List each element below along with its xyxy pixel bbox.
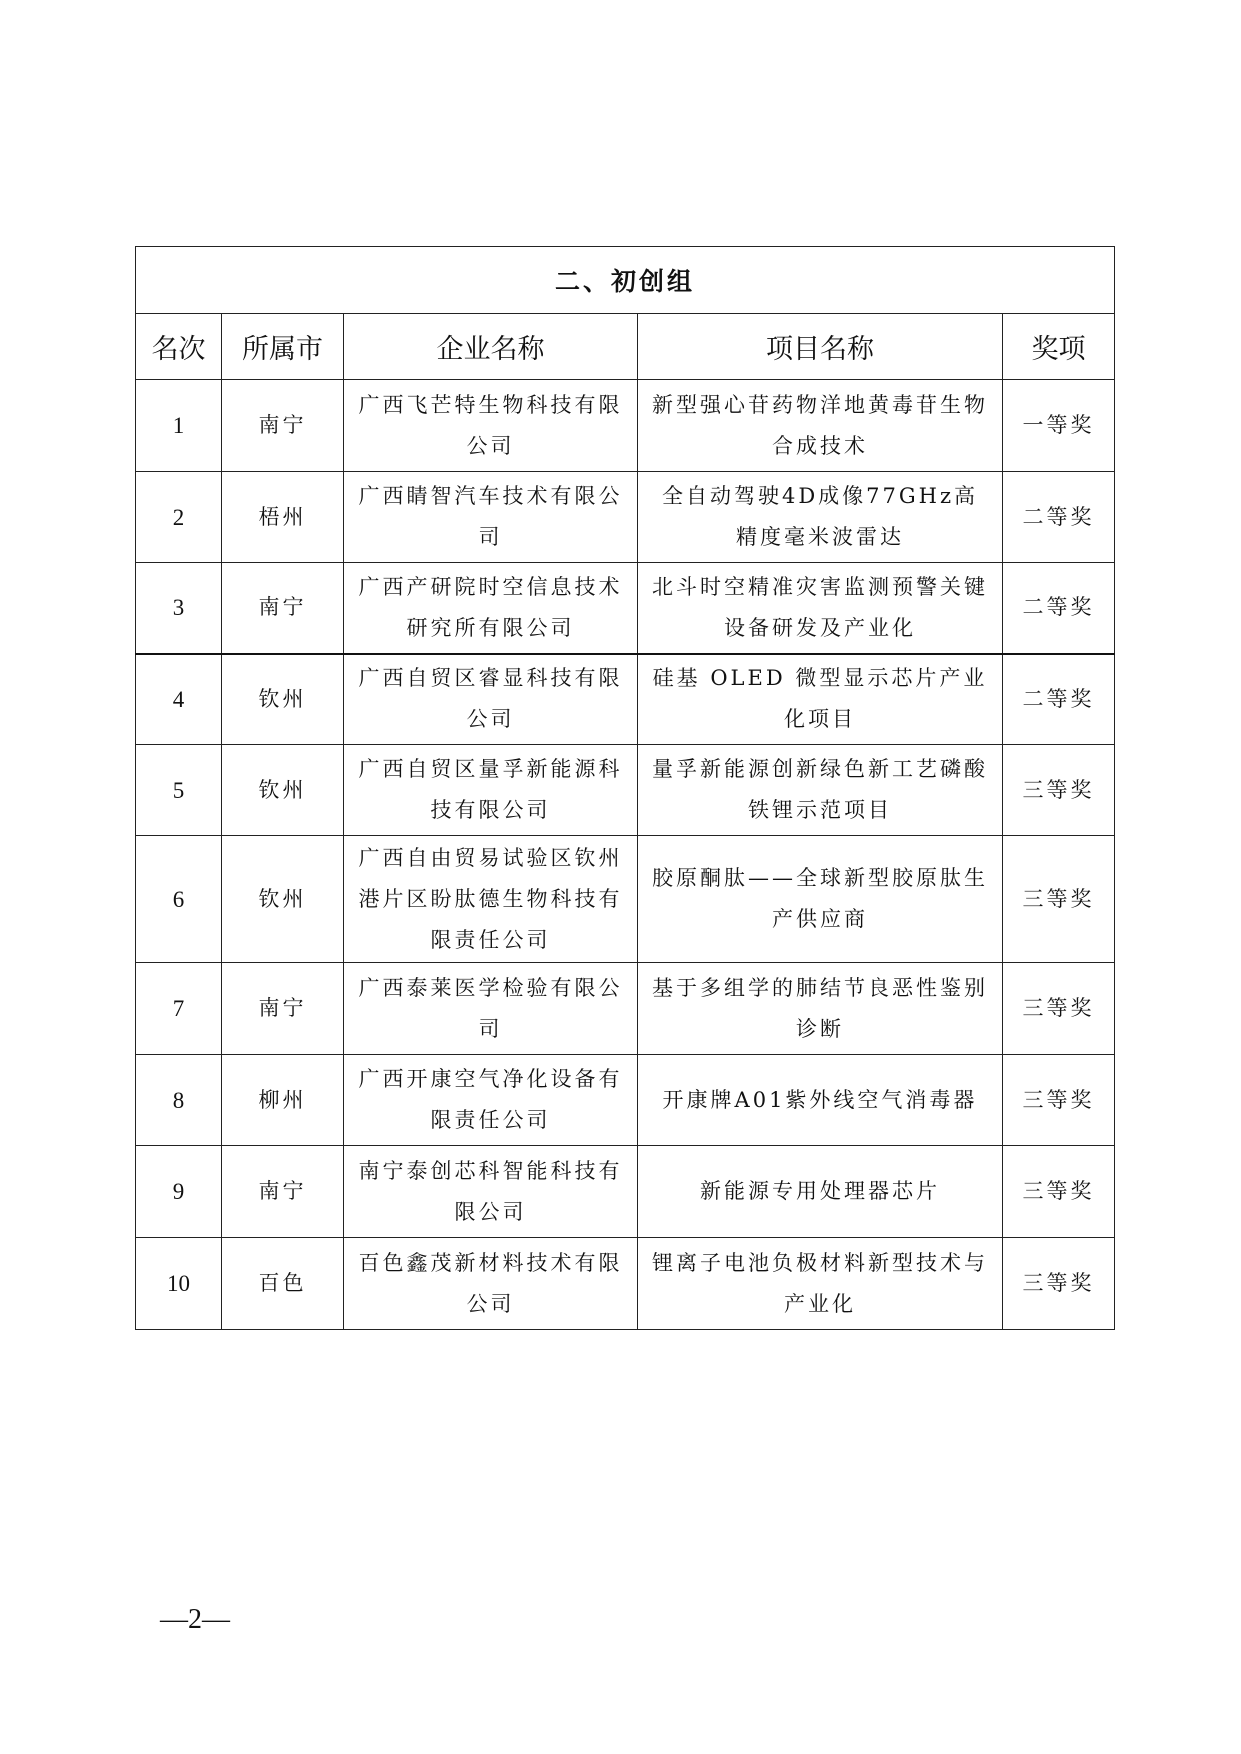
awards-table xyxy=(135,246,1115,1330)
cell-award: 一等奖 xyxy=(1003,380,1115,472)
cell-project: 胶原酮肽——全球新型胶原肽生产供应商 xyxy=(638,836,1003,963)
table-row xyxy=(136,472,1115,563)
cell-city: 钦州 xyxy=(222,745,344,836)
cell-rank: 3 xyxy=(136,563,222,654)
cell-award: 三等奖 xyxy=(1003,1055,1115,1146)
cell-project: 新能源专用处理器芯片 xyxy=(638,1146,1003,1238)
cell-project: 量孚新能源创新绿色新工艺磷酸铁锂示范项目 xyxy=(638,745,1003,836)
cell-company: 广西自由贸易试验区钦州港片区盼肽德生物科技有限责任公司 xyxy=(344,836,638,963)
cell-award: 二等奖 xyxy=(1003,654,1115,745)
cell-award: 三等奖 xyxy=(1003,1146,1115,1238)
cell-city: 梧州 xyxy=(222,472,344,563)
table-row xyxy=(136,563,1115,654)
cell-city: 南宁 xyxy=(222,1146,344,1238)
cell-rank: 2 xyxy=(136,472,222,563)
header-award: 奖项 xyxy=(1003,314,1115,380)
header-city: 所属市 xyxy=(222,314,344,380)
cell-company: 广西自贸区睿显科技有限公司 xyxy=(344,654,638,745)
table-row xyxy=(136,1055,1115,1146)
cell-award: 三等奖 xyxy=(1003,1238,1115,1330)
cell-award: 三等奖 xyxy=(1003,745,1115,836)
cell-project: 基于多组学的肺结节良恶性鉴别诊断 xyxy=(638,963,1003,1055)
cell-rank: 6 xyxy=(136,836,222,963)
header-project: 项目名称 xyxy=(638,314,1003,380)
cell-city: 柳州 xyxy=(222,1055,344,1146)
table-row xyxy=(136,745,1115,836)
cell-company: 广西睛智汽车技术有限公司 xyxy=(344,472,638,563)
cell-rank: 4 xyxy=(136,654,222,745)
table-row xyxy=(136,654,1115,745)
cell-award: 二等奖 xyxy=(1003,472,1115,563)
cell-company: 广西自贸区量孚新能源科技有限公司 xyxy=(344,745,638,836)
header-rank: 名次 xyxy=(136,314,222,380)
cell-city: 百色 xyxy=(222,1238,344,1330)
page-number: —2— xyxy=(160,1604,230,1635)
cell-rank: 8 xyxy=(136,1055,222,1146)
cell-city: 南宁 xyxy=(222,963,344,1055)
cell-award: 三等奖 xyxy=(1003,836,1115,963)
cell-project: 新型强心苷药物洋地黄毒苷生物合成技术 xyxy=(638,380,1003,472)
cell-rank: 1 xyxy=(136,380,222,472)
cell-city: 钦州 xyxy=(222,836,344,963)
cell-project: 硅基 OLED 微型显示芯片产业化项目 xyxy=(638,654,1003,745)
cell-rank: 5 xyxy=(136,745,222,836)
cell-company: 广西飞芒特生物科技有限公司 xyxy=(344,380,638,472)
cell-project: 北斗时空精准灾害监测预警关键设备研发及产业化 xyxy=(638,563,1003,654)
table-row xyxy=(136,836,1115,963)
cell-company: 广西泰莱医学检验有限公司 xyxy=(344,963,638,1055)
cell-rank: 9 xyxy=(136,1146,222,1238)
cell-rank: 10 xyxy=(136,1238,222,1330)
cell-company: 广西产研院时空信息技术研究所有限公司 xyxy=(344,563,638,654)
cell-award: 三等奖 xyxy=(1003,963,1115,1055)
cell-company: 百色鑫茂新材料技术有限公司 xyxy=(344,1238,638,1330)
cell-city: 钦州 xyxy=(222,654,344,745)
header-company: 企业名称 xyxy=(344,314,638,380)
table-row xyxy=(136,1238,1115,1330)
cell-company: 广西开康空气净化设备有限责任公司 xyxy=(344,1055,638,1146)
header-row xyxy=(136,314,1115,380)
cell-project: 全自动驾驶4D成像77GHz高精度毫米波雷达 xyxy=(638,472,1003,563)
cell-project: 锂离子电池负极材料新型技术与产业化 xyxy=(638,1238,1003,1330)
cell-award: 二等奖 xyxy=(1003,563,1115,654)
table-row xyxy=(136,1146,1115,1238)
cell-city: 南宁 xyxy=(222,563,344,654)
cell-city: 南宁 xyxy=(222,380,344,472)
table-row xyxy=(136,963,1115,1055)
cell-project: 开康牌A01紫外线空气消毒器 xyxy=(638,1055,1003,1146)
table-title: 二、初创组 xyxy=(136,247,1115,314)
cell-rank: 7 xyxy=(136,963,222,1055)
cell-company: 南宁泰创芯科智能科技有限公司 xyxy=(344,1146,638,1238)
table-row xyxy=(136,380,1115,472)
